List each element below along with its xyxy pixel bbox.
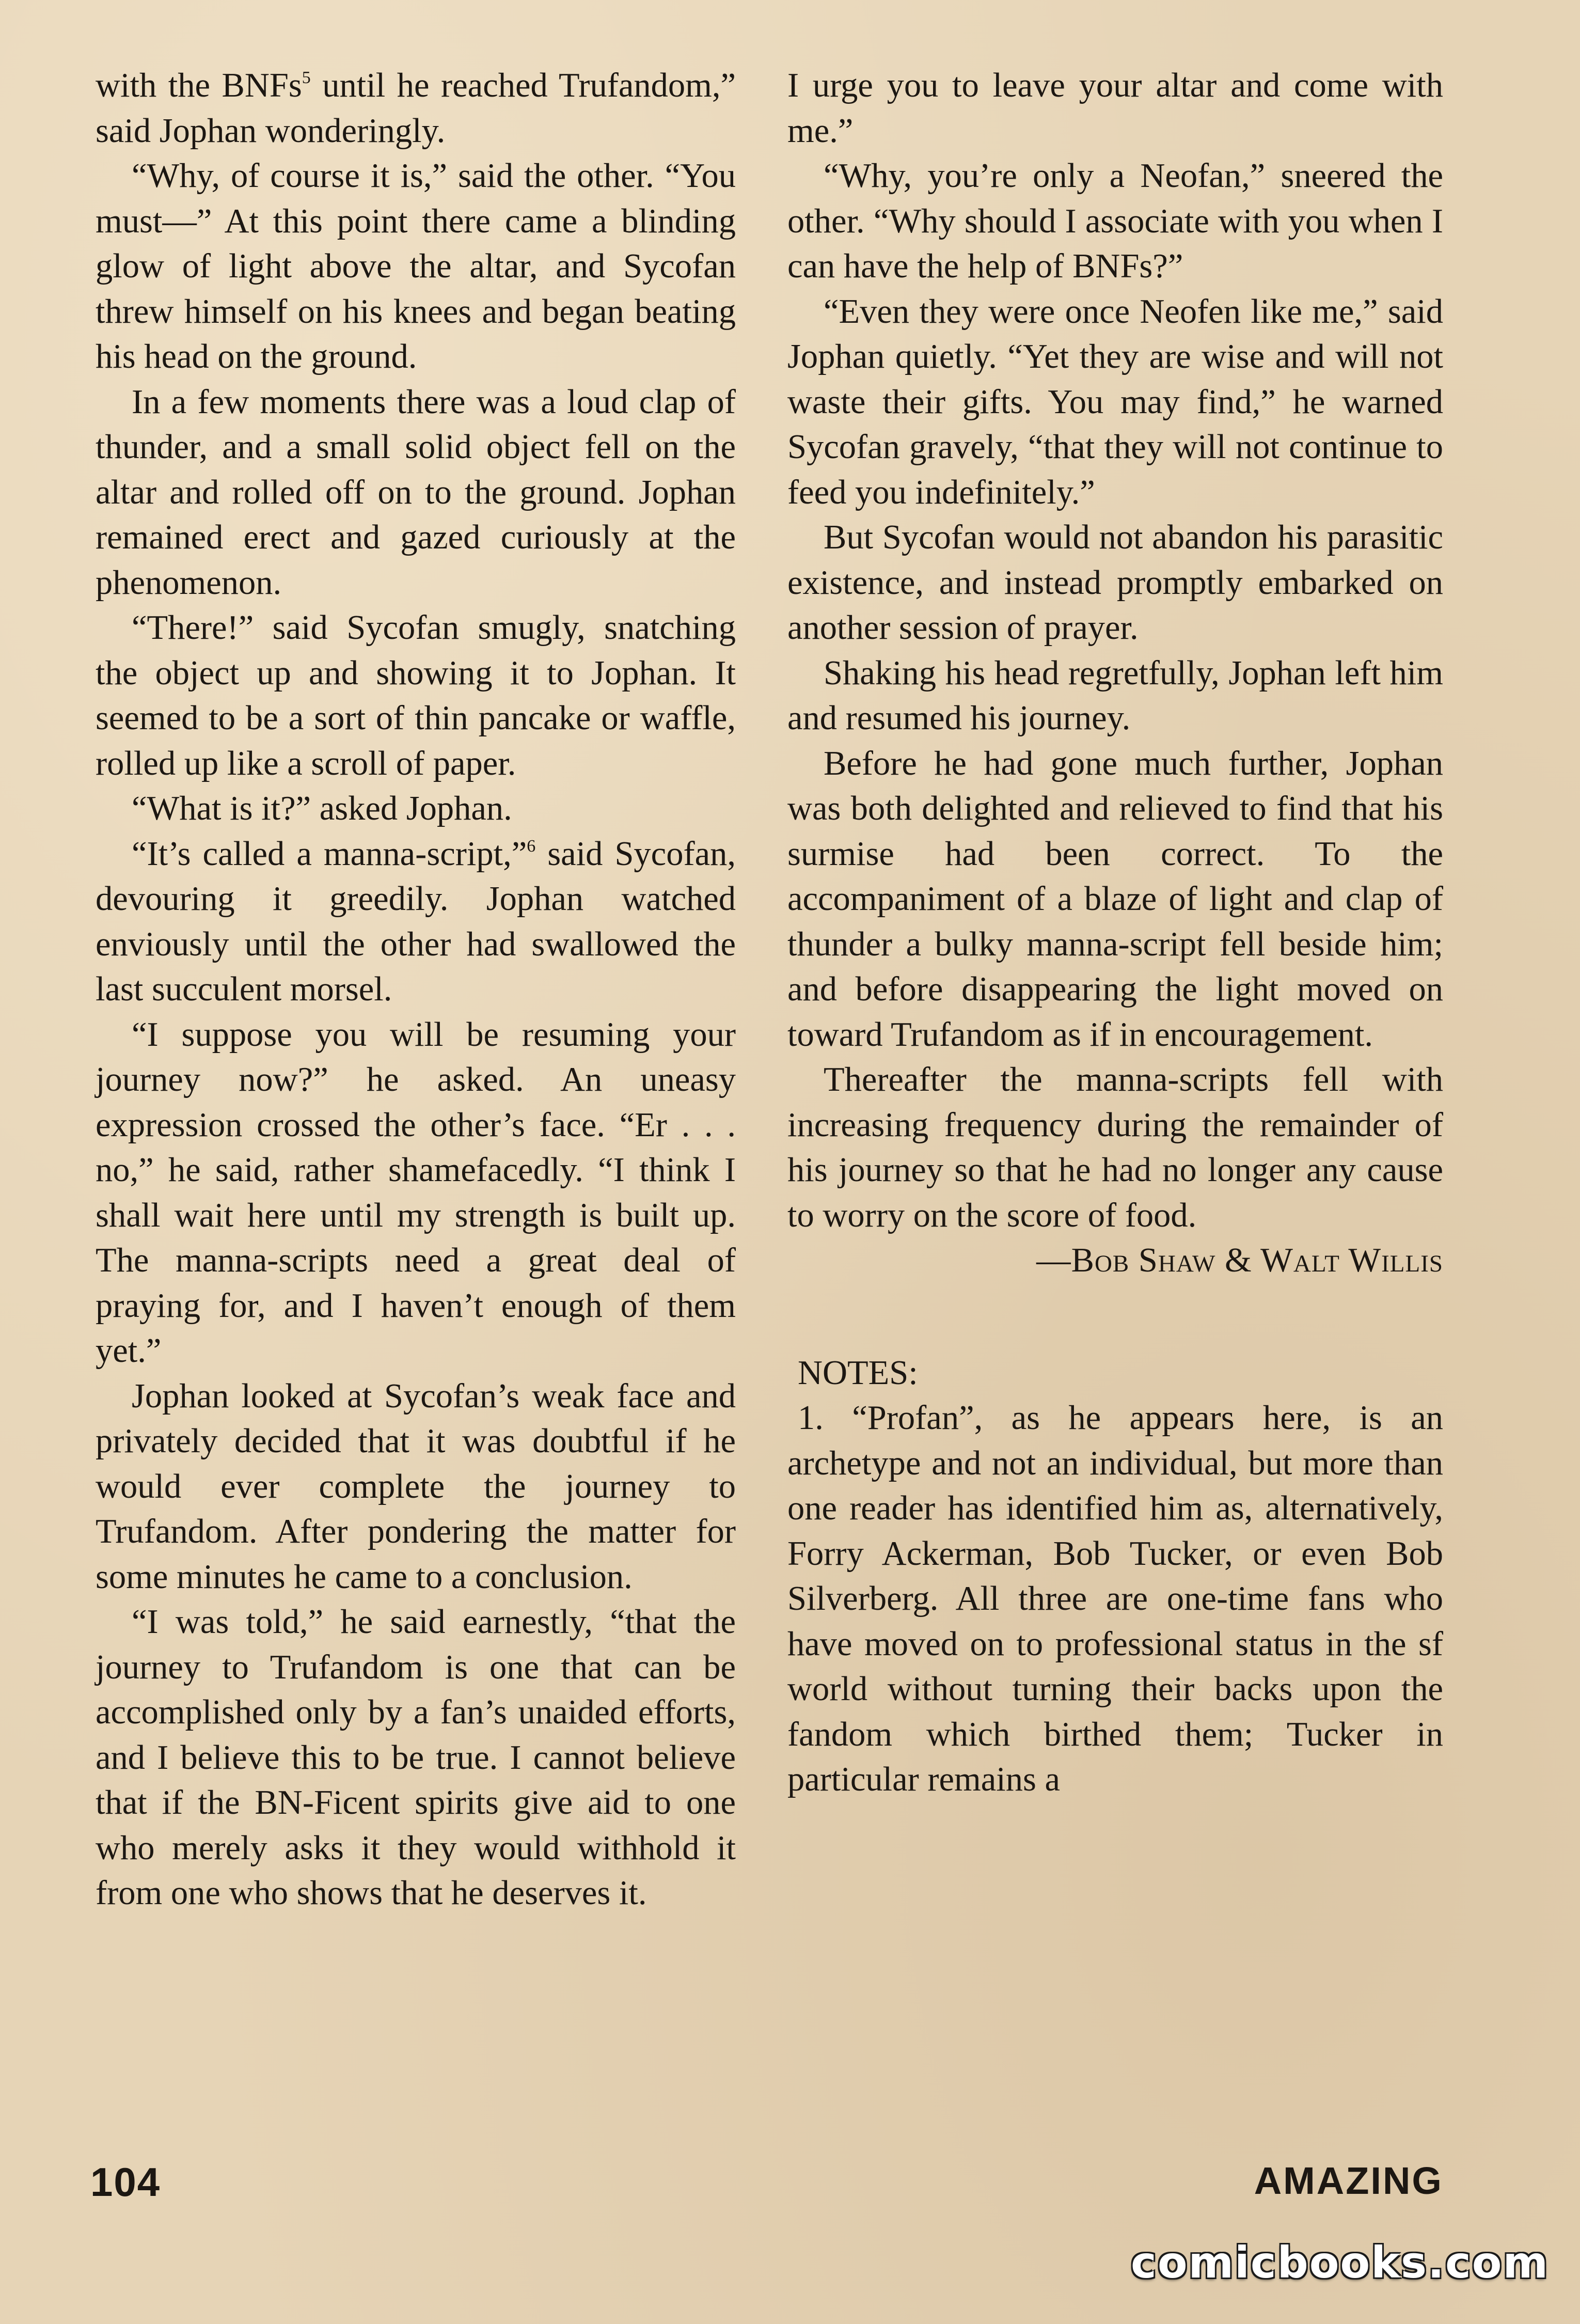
paragraph [96,831,736,1012]
paragraph: I urge you to leave your altar and come with me.” [787,67,1443,150]
notes-text: 1. “Profan”, as he appears here, is an archetype and not an individual, but more than one reader has identified him as, alternatively, Forry Ackerman, Bob Tucker, or even Bob Silverberg. All three are one-time fans who have moved on to professional status in the sf world without turning their backs upon the fandom which birthed them; Tucker in particular remains a [787,1399,1443,1798]
paragraph: In a few moments there was a loud clap of thunder, and a small solid object fell on the altar and rolled off on to the ground. Jophan remained erect and gazed curiously at the phenomenon. [96,383,736,602]
paragraph: “What is it?” asked Jophan. [132,790,512,827]
paragraph [96,63,736,153]
paragraph: “There!” said Sycofan smugly, snatching the object up and showing it to Jophan. It seemed to be a sort of thin pancake or waffle, rolled up like a scroll of paper. [96,609,736,782]
page-number: 104 [90,2159,161,2205]
paragraph: “I was told,” he said earnestly, “that the journey to Trufandom is one that can be accomplished only by a fan’s unaided efforts, and I believe this to be true. I cannot believe that if the BN-Ficent spirits give aid to one who merely asks it they would withhold it from one who shows that he deserves it. [96,1603,736,1912]
paragraph: Jophan looked at Sycofan’s weak face and privately decided that it was doubtful if he would ever complete the journey to Trufandom. After pondering the matter for some minutes he came to a conclusion. [96,1377,736,1596]
left-column [96,63,736,1916]
paragraph: “I suppose you will be resuming your journey now?” he asked. An uneasy expression crossed the other’s face. “Er . . . no,” he said, rather shamefacedly. “I think I shall wait here until my strength is built up. The manna-scripts need a great deal of praying for, and I haven’t enough of them yet.” [96,1015,736,1370]
notes-heading: NOTES: [798,1354,918,1392]
right-column [787,63,1443,1802]
paragraph-text: with the BNFs [96,67,302,104]
magazine-title: AMAZING [1254,2159,1443,2202]
paragraph: “Why, you’re only a Neofan,” sneered the other. “Why should I associate with you when I can have the help of BNFs?” [787,157,1443,285]
watermark: comicbooks.com [1131,2237,1549,2288]
paragraph-text: “It’s called a manna-script,” [132,835,527,873]
paragraph: Before he had gone much further, Jophan was both delighted and relieved to find that his surmise had been correct. To the accompaniment of a blaze of light and clap of thunder a bulky manna-script fell beside him; and before disappearing the light moved on toward Trufandom as if in encouragement. [787,744,1443,1054]
footnote-marker: 6 [527,836,536,856]
paragraph-text: said Sycofan, devouring it greedily. Jophan watched enviously until the other had swallowed the last succulent morsel. [96,835,736,1008]
paragraph: “Even they were once Neofen like me,” said Jophan quietly. “Yet they are wise and will not waste their gifts. You may find,” he warned Sycofan gravely, “that they will not continue to feed you indefinitely.” [787,292,1443,511]
author-byline: —Bob Shaw & Walt Willis [1036,1242,1443,1279]
footnote-marker: 5 [302,68,311,87]
paragraph: Thereafter the manna-scripts fell with increasing frequency during the remainder of his journey so that he had no longer any cause to worry on the score of food. [787,1061,1443,1234]
paragraph: But Sycofan would not abandon his parasitic existence, and instead promptly embarked on another session of prayer. [787,519,1443,647]
paragraph: “Why, of course it is,” said the other. “You must—” At this point there came a blinding glow of light above the altar, and Sycofan threw himself on his knees and began beating his head on the ground. [96,157,736,375]
paragraph: Shaking his head regretfully, Jophan left him and resumed his journey. [787,654,1443,737]
paragraph-text: until he reached Trufandom,” said Jophan wonderingly. [96,67,736,150]
